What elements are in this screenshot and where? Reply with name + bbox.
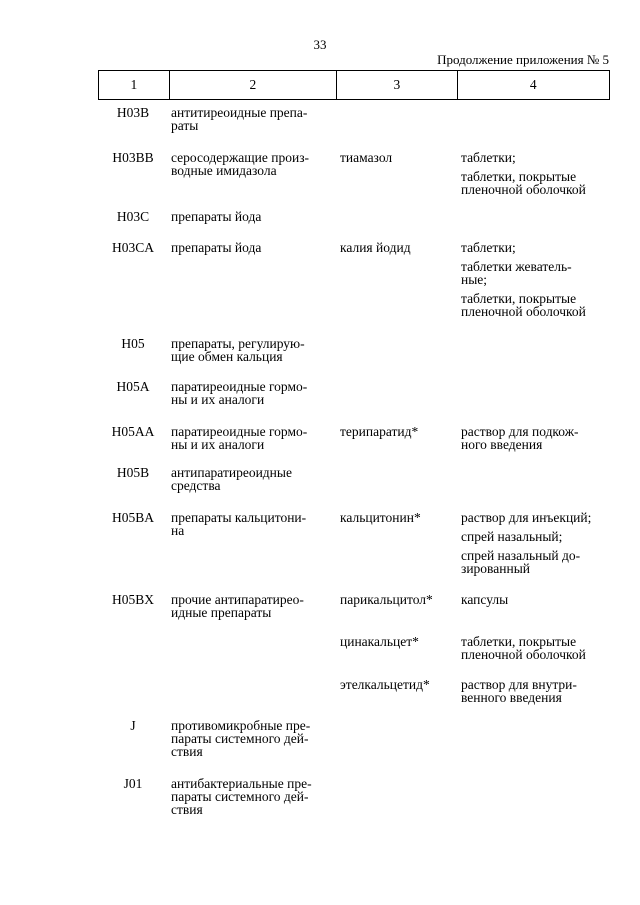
row-code: H03C xyxy=(116,209,150,224)
row-description: препараты, регулирую- щие обмен кальция xyxy=(171,336,305,364)
row-dosage-forms xyxy=(461,241,611,324)
row-dosage-forms xyxy=(461,635,611,667)
row-description: антитиреоидные препа- раты xyxy=(171,105,308,133)
dosage-form: капсулы xyxy=(461,592,509,607)
row-description: антипаратиреоидные средства xyxy=(171,465,292,493)
row-description: серосодержащие произ- водные имидазола xyxy=(171,150,310,178)
row-code: J01 xyxy=(123,776,143,791)
row-code: J xyxy=(130,718,136,733)
dosage-form: спрей назальный; xyxy=(461,529,563,544)
dosage-form: раствор для инъекций; xyxy=(461,510,592,525)
row-drug-name: тиамазол xyxy=(340,150,393,165)
row-description: препараты йода xyxy=(171,209,262,224)
header-col-2: 2 xyxy=(169,71,336,99)
row-drug-name: кальцитонин* xyxy=(340,510,421,525)
table-header xyxy=(98,70,610,100)
dosage-form: раствор для подкож- ного введения xyxy=(461,424,579,452)
row-drug-name: терипаратид* xyxy=(340,424,419,439)
row-dosage-forms xyxy=(461,425,611,457)
row-code: H05 xyxy=(121,336,145,351)
row-description: препараты кальцитони- на xyxy=(171,510,307,538)
header-col-1: 1 xyxy=(130,77,138,92)
row-code: H05A xyxy=(116,379,150,394)
row-description: препараты йода xyxy=(171,240,262,255)
row-code: H05BA xyxy=(111,510,154,525)
row-code: H03CA xyxy=(111,240,154,255)
row-drug-name: этелкальцетид* xyxy=(340,677,430,692)
dosage-form: таблетки, покрытые пленочной оболочкой xyxy=(461,291,586,319)
dosage-form: раствор для внутри- венного введения xyxy=(461,677,577,705)
row-drug-name: цинакальцет* xyxy=(340,634,419,649)
row-description: паратиреоидные гормо- ны и их аналоги xyxy=(171,424,308,452)
dosage-form: таблетки жеватель- ные; xyxy=(461,259,572,287)
row-code: H03B xyxy=(116,105,150,120)
row-dosage-forms xyxy=(461,593,611,612)
dosage-form: таблетки, покрытые пленочной оболочкой xyxy=(461,634,586,662)
row-code: H05B xyxy=(116,465,150,480)
row-description: антибактериальные пре- параты системного дей- ствия xyxy=(171,776,312,817)
row-dosage-forms xyxy=(461,511,611,581)
row-description: паратиреоидные гормо- ны и их аналоги xyxy=(171,379,308,407)
row-code: H05AA xyxy=(111,424,155,439)
continuation-caption: Продолжение приложения № 5 xyxy=(437,52,609,67)
header-col-3: 3 xyxy=(336,71,457,99)
row-description: прочие антипаратиреo- идные препараты xyxy=(171,592,304,620)
dosage-form: спрей назальный до- зированный xyxy=(461,548,581,576)
row-drug-name: парикальцитол* xyxy=(340,592,433,607)
row-dosage-forms xyxy=(461,151,611,202)
header-col-4: 4 xyxy=(457,71,609,99)
row-code: H03BB xyxy=(112,150,154,165)
dosage-form: таблетки, покрытые пленочной оболочкой xyxy=(461,169,586,197)
dosage-form: таблетки; xyxy=(461,240,516,255)
row-code: H05BX xyxy=(111,592,154,607)
dosage-form: таблетки; xyxy=(461,150,516,165)
page-number: 33 xyxy=(313,37,327,52)
row-description: противомикробные пре- параты системного дей- ствия xyxy=(171,718,311,759)
row-dosage-forms xyxy=(461,678,611,710)
row-drug-name: калия йодид xyxy=(340,240,411,255)
